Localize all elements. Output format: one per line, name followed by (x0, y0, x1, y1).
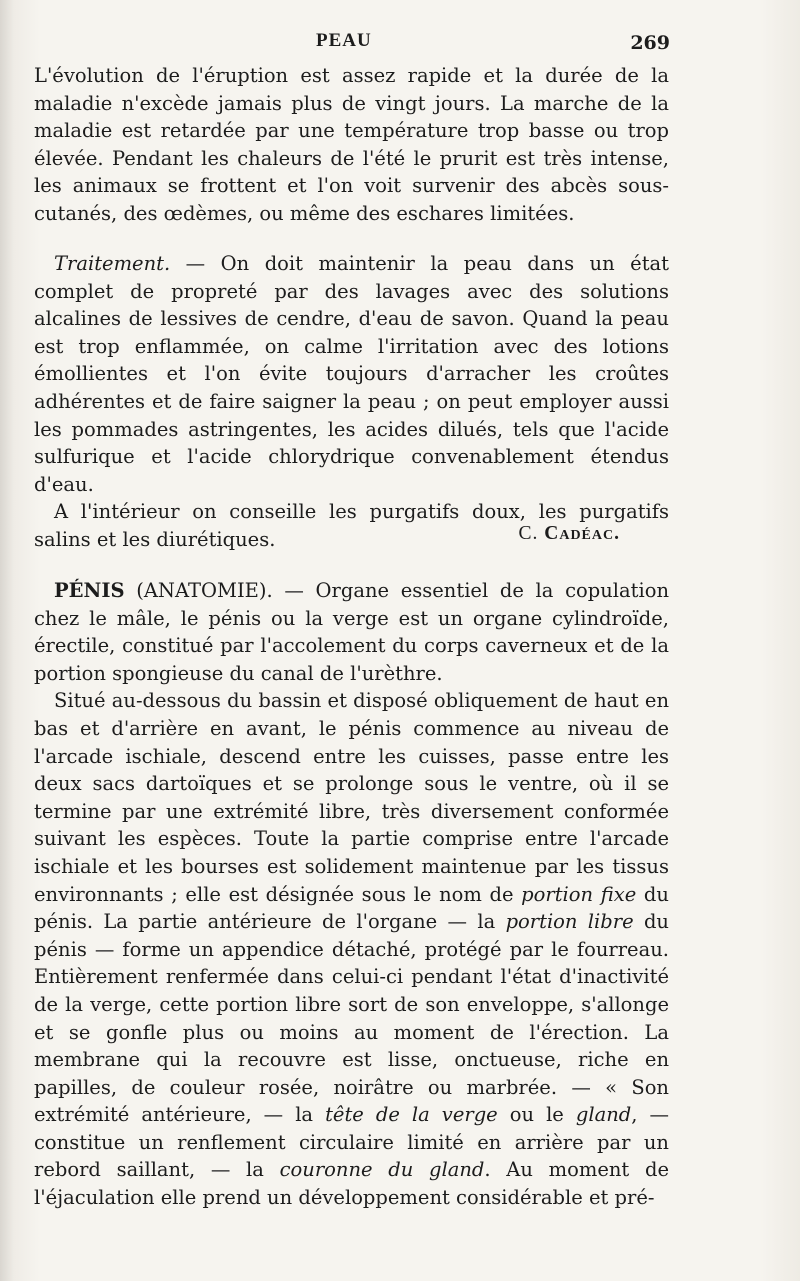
signature-name: Cadéac. (544, 523, 620, 544)
internal-treatment-paragraph: A l'intérieur on conseille les purgatifs doux, les purgatifs salins et les diurétiques. (34, 500, 669, 551)
term-portion-libre: portion libre (505, 910, 634, 934)
page-number: 269 (630, 32, 670, 54)
term-portion-fixe: portion fixe (521, 882, 637, 906)
anatomy-text-c: du pénis — forme un appendice détaché, protégé par le fourreau. Entièrement renfermée dans celui-ci pendant l'état d'inactivité de la verge, cette portion libre sort de son enveloppe, s'allonge et se gonfle plus ou moins au moment de l'érection. La membrane qui la recouvre est lisse, onctueuse, riche en papilles, de couleur rosée, noirâtre ou marbrée. — « Son extrémité antérieure, — la (34, 910, 669, 1127)
term-couronne-gland: couronne du gland (279, 1158, 485, 1182)
anatomy-text-d: ou le (497, 1103, 576, 1127)
eruption-paragraph (34, 62, 669, 228)
entry-intro-text: — Organe essentiel de la copulation chez le mâle, le pénis ou la verge est un organe cylindroïde, érectile, constitué par l'accolement du corps caverneux et de la portion spongieuse du canal de l'urèthre. (34, 579, 670, 685)
anatomy-paragraph (34, 687, 669, 1211)
anatomy-text-e: , — constitue un renflement circulaire limité en arrière par un rebord saillant, — la (34, 1103, 669, 1182)
author-signature (518, 523, 620, 545)
term-gland: gland (575, 1103, 632, 1127)
anatomy-text-a: Situé au-dessous du bassin et disposé obliquement de haut en bas et d'arrière en avant, le pénis commence au niveau de l'arcade ischiale, descend entre les cuisses, passe entre les deux sacs dartoïques et se prolonge sous le ventre, où il se termine par une extrémité libre, très diversement conformée suivant les espèces. Toute la partie comprise entre l'arcade ischiale et les bourses est solidement maintenue par les tissus environnants ; elle est désignée sous le nom de (34, 689, 669, 906)
entry-intro-paragraph (34, 577, 669, 687)
entry-headword: PÉNIS (54, 579, 125, 602)
running-head: PEAU (316, 30, 372, 51)
treatment-section (34, 250, 669, 554)
anatomy-text-f: . Au moment de l'éjaculation elle prend un développement considérable et pré- (34, 1158, 669, 1210)
entry-subhead: (ANATOMIE). (124, 579, 273, 602)
treatment-label: Traitement. (54, 252, 171, 275)
treatment-text: — On doit maintenir la peau dans un état complet de propreté par des lavages avec des solutions alcalines de lessives de cendre, d'eau de savon. Quand la peau est trop enflammée, on calme l'irritation avec des lotions émollientes et l'on évite toujours d'arracher les croûtes adhérentes et de faire saigner la peau ; on peut employer aussi les pommades astringentes, les acides dilués, tels que l'acide sulfurique et l'acide chlorydrique convenablement étendus d'eau. (34, 252, 669, 496)
treatment-paragraph (34, 250, 669, 498)
anatomy-text-b: du pénis. La partie antérieure de l'organe — la (34, 882, 669, 934)
penis-entry (34, 577, 669, 1212)
term-tete-verge: tête de la verge (325, 1103, 498, 1127)
signature-initial: C. (518, 523, 539, 544)
paragraph-evolution: L'évolution de l'éruption est assez rapide et la durée de la maladie n'excède jamais plus de vingt jours. La marche de la maladie est retardée par une température trop basse ou trop élevée. Pendant les chaleurs de l'été le prurit est très intense, les animaux se frottent et l'on voit survenir des abcès sous-cutanés, des œdèmes, ou même des eschares limitées. (34, 64, 669, 225)
